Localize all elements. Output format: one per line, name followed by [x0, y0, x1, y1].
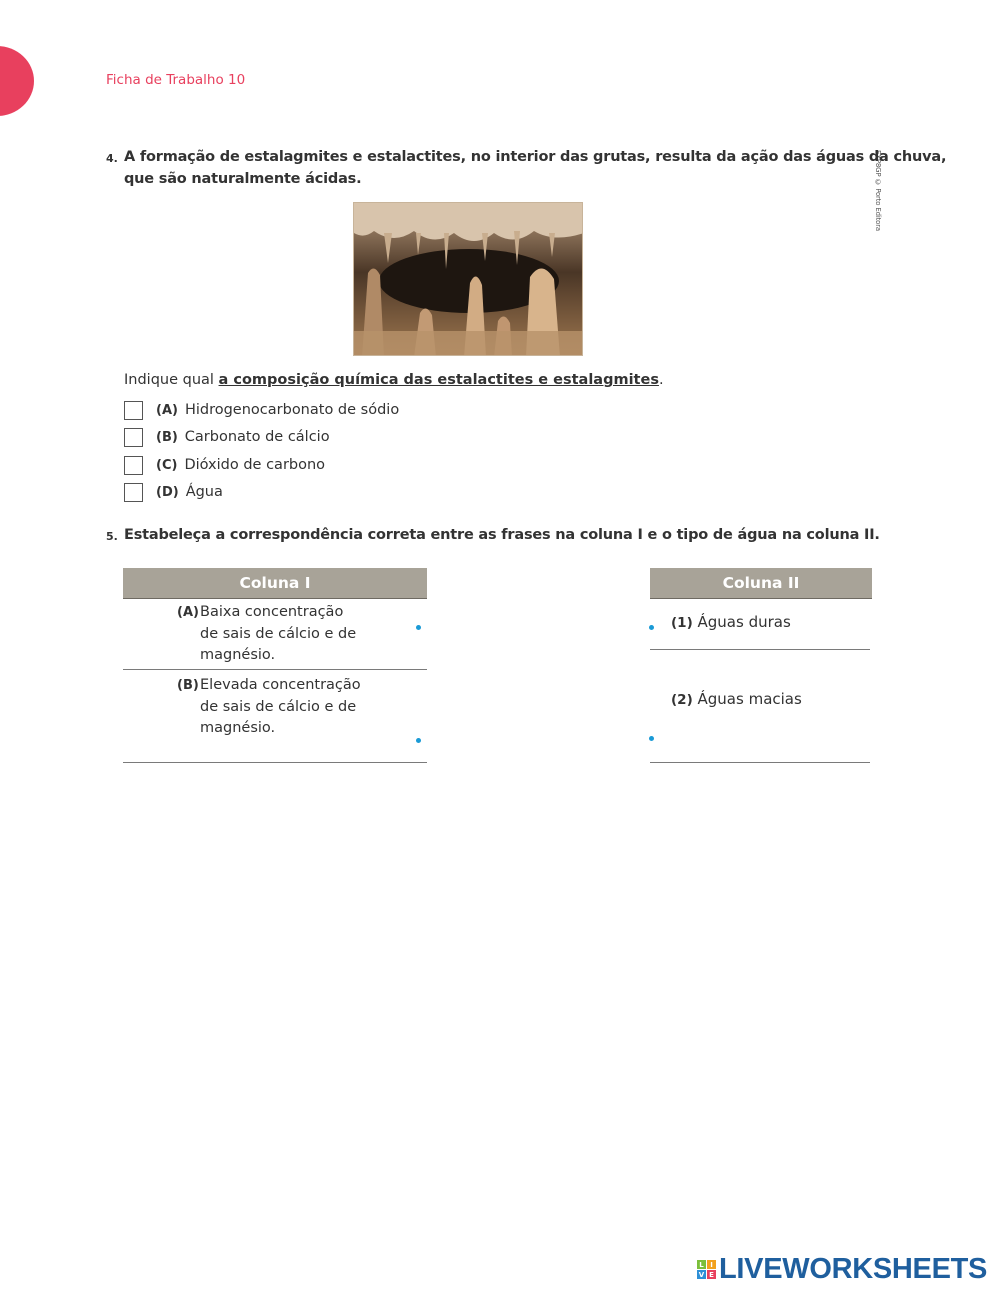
question-5-text: Estabeleça a correspondência correta entre as frases na coluna I e o tipo de água na coluna II.: [124, 527, 880, 543]
chapter-tab: [0, 46, 34, 116]
option-a-checkbox[interactable]: [124, 401, 143, 420]
option-b-text: Carbonato de cálcio: [184, 429, 330, 445]
question-4-text-line1: A formação de estalagmites e estalactites, no interior das grutas, resulta da ação das águas da chuva,: [124, 149, 947, 165]
col1-bottom-line: [123, 762, 427, 763]
col2-divider: [650, 649, 870, 650]
copyright-note: EXP8GP © Porto Editora: [874, 150, 882, 231]
question-4-text-line2: que são naturalmente ácidas.: [124, 171, 362, 187]
col1-row-b-dot[interactable]: [416, 738, 421, 743]
option-d-checkbox[interactable]: [124, 483, 143, 502]
column-2-header: Coluna II: [650, 568, 872, 599]
option-d-letter: (D): [156, 484, 179, 500]
option-d: [124, 482, 223, 502]
option-d-text: Água: [185, 484, 223, 500]
col1-row-b-letter: (B): [177, 678, 199, 693]
question-4-prompt: [124, 372, 664, 388]
col1-row-a-letter: (A): [177, 605, 199, 620]
col1-row-a-line2: de sais de cálcio e de: [200, 625, 357, 642]
logo-letter-i: I: [707, 1260, 716, 1269]
col1-row-a-line1: Baixa concentração: [200, 604, 344, 620]
col1-row-a: [177, 602, 357, 667]
option-c-text: Dióxido de carbono: [184, 457, 326, 473]
col1-divider: [123, 669, 427, 670]
col1-row-a-dot[interactable]: [416, 625, 421, 630]
logo-letter-v: V: [698, 1270, 705, 1279]
option-a-letter: (A): [156, 402, 178, 418]
prompt-prefix: Indique qual: [124, 372, 219, 388]
prompt-underlined: a composição química das estalactites e estalagmites: [218, 372, 659, 388]
col1-row-b-line3: magnésio.: [200, 720, 276, 736]
option-c: [124, 455, 325, 475]
logo-letter-e: E: [707, 1270, 716, 1279]
col2-row-1: [671, 613, 791, 631]
option-b-letter: (B): [156, 429, 178, 445]
col1-row-a-line3: magnésio.: [200, 647, 276, 663]
col1-row-b: [177, 675, 361, 740]
option-c-letter: (C): [156, 457, 178, 473]
option-c-checkbox[interactable]: [124, 456, 143, 475]
col1-row-b-line2: de sais de cálcio e de: [200, 698, 357, 715]
question-5-number: 5.: [106, 530, 118, 543]
col1-row-b-line1: Elevada concentração: [200, 677, 361, 693]
col2-row-2: [671, 690, 802, 708]
col2-row-1-text: Águas duras: [697, 613, 791, 631]
col2-row-2-dot[interactable]: [649, 736, 654, 741]
cave-photo: [353, 202, 583, 356]
col2-bottom-line: [650, 762, 870, 763]
col2-row-2-num: (2): [671, 692, 693, 708]
logo-text: LIVEWORKSHEETS: [719, 1253, 988, 1285]
col2-row-1-dot[interactable]: [649, 625, 654, 630]
option-b-checkbox[interactable]: [124, 428, 143, 447]
col2-row-1-num: (1): [671, 615, 693, 631]
question-4-number: 4.: [106, 152, 118, 165]
liveworksheets-logo: [697, 1253, 987, 1286]
cave-photo-icon: [354, 203, 583, 356]
option-a: [124, 400, 399, 420]
option-a-text: Hidrogenocarbonato de sódio: [184, 402, 400, 418]
column-1-header: Coluna I: [123, 568, 427, 599]
col2-row-2-text: Águas macias: [697, 690, 802, 708]
sheet-title: Ficha de Trabalho 10: [106, 72, 246, 88]
logo-letter-l: L: [697, 1260, 706, 1269]
option-b: [124, 427, 330, 447]
logo-icon: [697, 1260, 716, 1279]
prompt-suffix: .: [658, 372, 664, 388]
